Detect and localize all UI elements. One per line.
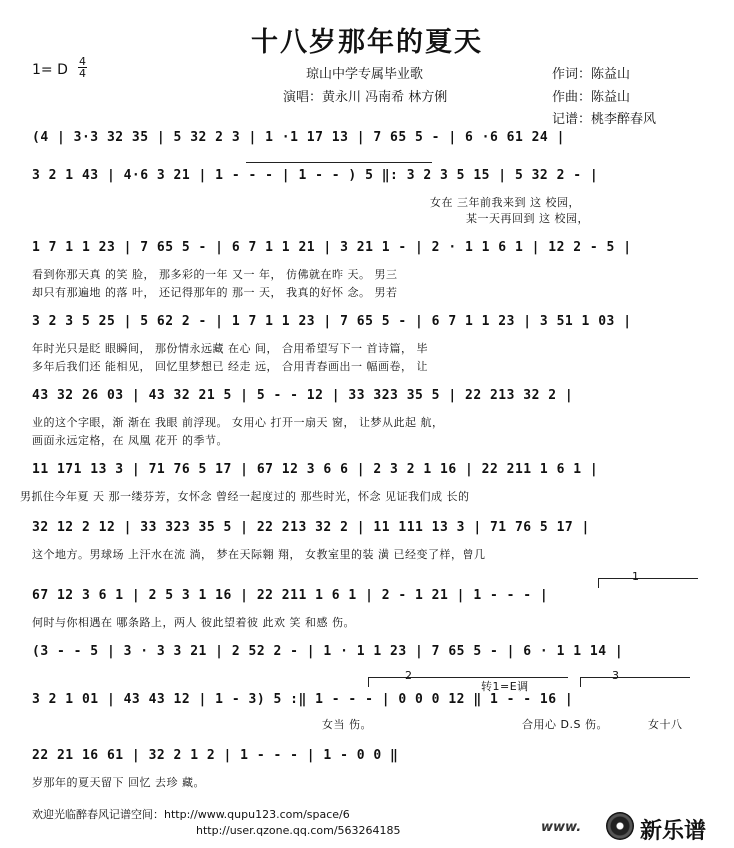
score-row-11: 22 21 16 61 | 32 2 1 2 | 1 - - - | 1 - 0 0 ‖ [32,748,399,763]
volta-3-label: 3 [612,669,620,682]
time-signature-bottom: 4 [79,67,86,80]
footer-line-1: 欢迎光临醉春风记谱空间：http://www.qupu123.com/space/6 [32,808,350,821]
score-row-3: 1 7 1 1 23 | 7 65 5 - | 6 7 1 1 21 | 3 21 1 - | 2 · 1 1 6 1 | 12 2 - 5 | [32,240,632,255]
volta-tie [246,162,432,163]
time-signature-top: 4 [79,55,86,68]
performers: 演唱：黄永川 冯南希 林方俐 [283,90,448,105]
score-row-2: 3 2 1 43 | 4·6 3 21 | 1 - - - | 1 - - ) 5 ‖: 3 2 3 5 15 | 5 32 2 - | [32,168,599,183]
volta-3-start [580,677,581,687]
lyric-row-2-verse2: 某一天再回到 这 校园， [466,212,589,225]
lyricist: 作词：陈益山 [552,67,631,82]
score-row-10: 3 2 1 01 | 43 43 12 | 1 - 3) 5 :‖ 1 - - - | 0 0 0 12 ‖ 1 - - 16 | [32,692,574,707]
subtitle: 琼山中学专属毕业歌 [306,67,424,82]
lyric-row-4-verse2: 多年后我们还 能相见， 回忆里梦想已 经走 远， 合用青春画出一 幅画卷， 让 [32,360,428,373]
page-title: 十八岁那年的夏天 [251,27,483,58]
lyric-row-3-verse1: 看到你那天真 的笑 脸， 那多彩的一年 又一 年， 仿佛就在昨 天。 男三 [32,268,398,281]
time-signature [78,56,87,79]
score-row-1: (4 | 3·3 32 35 | 5 32 2 3 | 1 ·1 17 13 | 7 65 5 - | 6 ·6 61 24 | [32,130,565,145]
modulation-label: 转1=E调 [481,680,529,693]
brand-name: 新乐谱 [640,819,707,844]
footer-line-2: http://user.qzone.qq.com/563264185 [196,824,401,837]
volta-1-start [598,578,599,588]
lyric-row-7: 这个地方。男球场 上汗水在流 淌， 梦在天际翱 翔， 女教室里的装 潢 已经变了样，曾几 [32,548,486,561]
brand-logo [600,808,730,846]
score-row-9: (3 - - 5 | 3 · 3 3 21 | 2 52 2 - | 1 · 1 1 23 | 7 65 5 - | 6 · 1 1 14 | [32,644,624,659]
record-disc-icon [606,812,634,840]
watermark-url: www. [541,820,582,835]
lyric-row-10-a: 女当 伤。 [322,718,372,731]
lyric-row-5-verse1: 业的这个字眼，渐 渐在 我眼 前浮现。 女用心 打开一扇天 窗， 让梦从此起 航， [32,416,444,429]
score-row-6: 11 171 13 3 | 71 76 5 17 | 67 12 3 6 6 | 2 3 2 1 16 | 22 211 1 6 1 | [32,462,599,477]
lyric-row-10-c: 女十八 [648,718,683,731]
lyric-row-5-verse2: 画面永远定格，在 凤凰 花开 的季节。 [32,434,228,447]
composer: 作曲：陈益山 [552,90,631,105]
lyric-row-11: 岁那年的夏天留下 回忆 去珍 藏。 [32,776,205,789]
lyric-row-4-verse1: 年时光只是眨 眼瞬间， 那份情永远藏 在心 间， 合用希望写下一 首诗篇， 毕 [32,342,428,355]
volta-2-start [368,677,369,687]
score-row-7: 32 12 2 12 | 33 323 35 5 | 22 213 32 2 | 11 111 13 3 | 71 76 5 17 | [32,520,590,535]
lyric-row-6: 男抓住今年夏 天 那一缕芬芳，女怀念 曾经一起度过的 那些时光，怀念 见证我们成 长的 [20,490,470,503]
lyric-row-3-verse2: 却只有那遍地 的落 叶， 还记得那年的 那一 天， 我真的好怀 念。 男若 [32,286,398,299]
lyric-row-2-verse1: 女在 三年前我来到 这 校园， [430,196,580,209]
key-signature: 1= D [32,62,68,78]
volta-2-line [368,677,568,678]
volta-1-label: 1 [632,570,640,583]
volta-3-line [580,677,690,678]
lyric-row-10-b: 合用心 D.S 伤。 [522,718,608,731]
notation-by: 记谱：桃李醉春风 [552,112,657,127]
score-row-4: 3 2 3 5 25 | 5 62 2 - | 1 7 1 1 23 | 7 65 5 - | 6 7 1 1 23 | 3 51 1 03 | [32,314,632,329]
score-row-5: 43 32 26 03 | 43 32 21 5 | 5 - - 12 | 33 323 35 5 | 22 213 32 2 | [32,388,574,403]
volta-2-label: 2 [405,669,413,682]
lyric-row-8: 何时与你相遇在 哪条路上，两人 彼此望着彼 此欢 笑 和感 伤。 [32,616,355,629]
score-row-8: 67 12 3 6 1 | 2 5 3 1 16 | 22 211 1 6 1 | 2 - 1 21 | 1 - - - | [32,588,549,603]
volta-1-line [598,578,698,579]
